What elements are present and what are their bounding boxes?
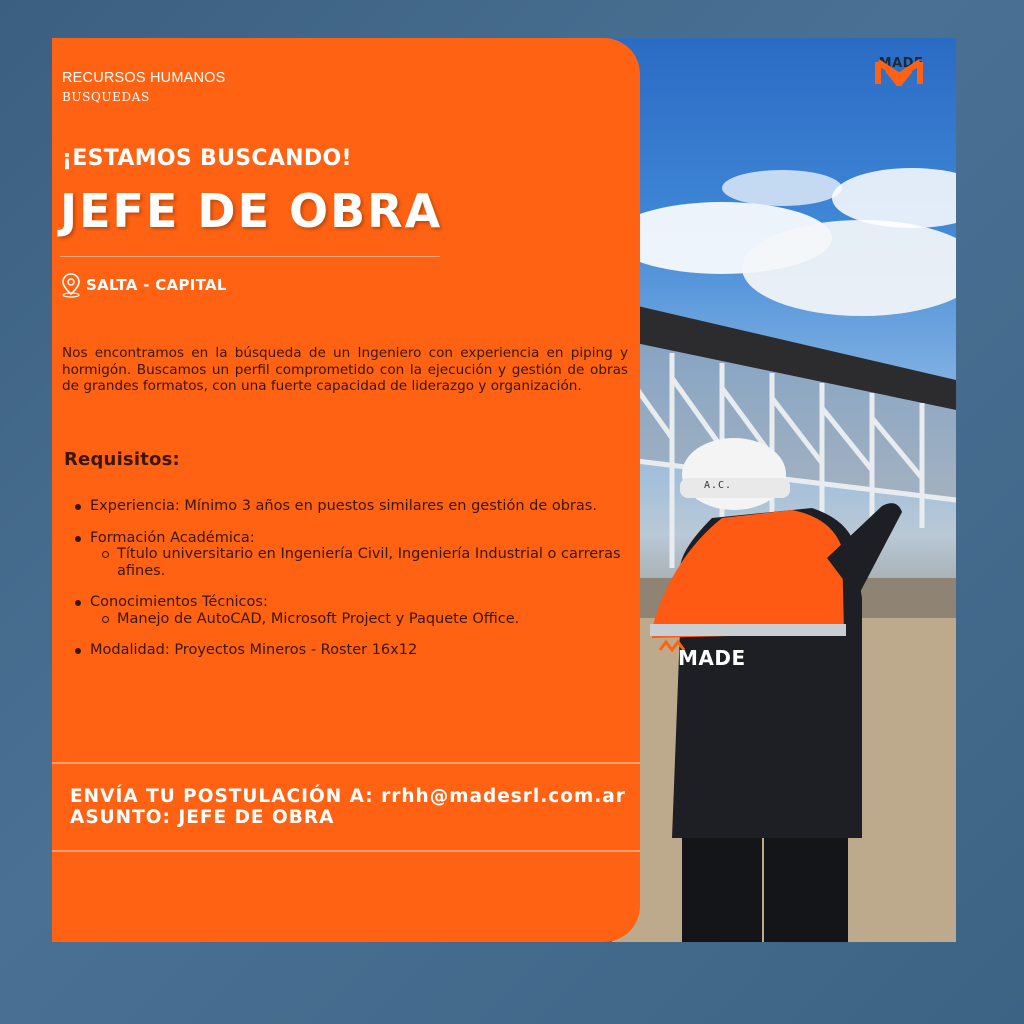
sub-list-item: Manejo de AutoCAD, Microsoft Project y Paquete Office. — [117, 611, 630, 628]
location-text: SALTA - CAPITAL — [86, 276, 227, 294]
jacket-logo-text: MADE — [678, 646, 746, 670]
requirement-technical: Conocimientos Técnicos: — [90, 594, 268, 610]
requirements-list — [90, 498, 630, 674]
helmet-label: A.C. — [704, 480, 733, 491]
list-item — [90, 530, 630, 580]
kicker-heading: ¡ESTAMOS BUSCANDO! — [62, 146, 352, 171]
requirements-title: Requisitos: — [64, 449, 180, 470]
apply-email-line[interactable]: ENVÍA TU POSTULACIÓN A: rrhh@madesrl.com.ar — [70, 786, 626, 807]
requirement-modality: Modalidad: Proyectos Mineros - Roster 16x12 — [90, 642, 418, 658]
worker-photo — [612, 38, 956, 942]
job-title: JEFE DE OBRA — [60, 184, 443, 238]
photo-scene — [612, 38, 956, 942]
made-logo — [874, 58, 928, 71]
location-pin-icon — [60, 272, 82, 298]
section-label: BUSQUEDAS — [62, 90, 150, 104]
job-post-card — [52, 38, 956, 942]
requirement-experience: Experiencia: Mínimo 3 años en puestos similares en gestión de obras. — [90, 498, 597, 514]
list-item — [90, 594, 630, 627]
education-sublist — [117, 546, 630, 579]
divider — [60, 256, 440, 257]
made-logo-icon — [874, 58, 924, 86]
requirement-education: Formación Académica: — [90, 529, 255, 546]
info-panel — [52, 38, 640, 942]
apply-subject-line: ASUNTO: JEFE DE OBRA — [70, 807, 335, 828]
list-item — [90, 642, 630, 659]
divider — [52, 762, 640, 764]
list-item — [90, 498, 630, 515]
intro-paragraph: Nos encontramos en la búsqueda de un Ingeniero con experiencia en piping y hormigón. Buscamos un perfil comprometido con la ejecución y gestión de obras de grandes formatos, con una fuerte capacidad de liderazgo y organización. — [62, 345, 628, 394]
sub-list-item: Título universitario en Ingeniería Civil, Ingeniería Industrial o carreras afines. — [117, 546, 630, 579]
location — [60, 272, 227, 298]
apply-instructions — [70, 786, 626, 828]
logo-text: MADE — [878, 56, 924, 71]
divider — [52, 850, 640, 852]
technical-sublist — [117, 611, 630, 628]
department-label: RECURSOS HUMANOS — [62, 70, 226, 86]
